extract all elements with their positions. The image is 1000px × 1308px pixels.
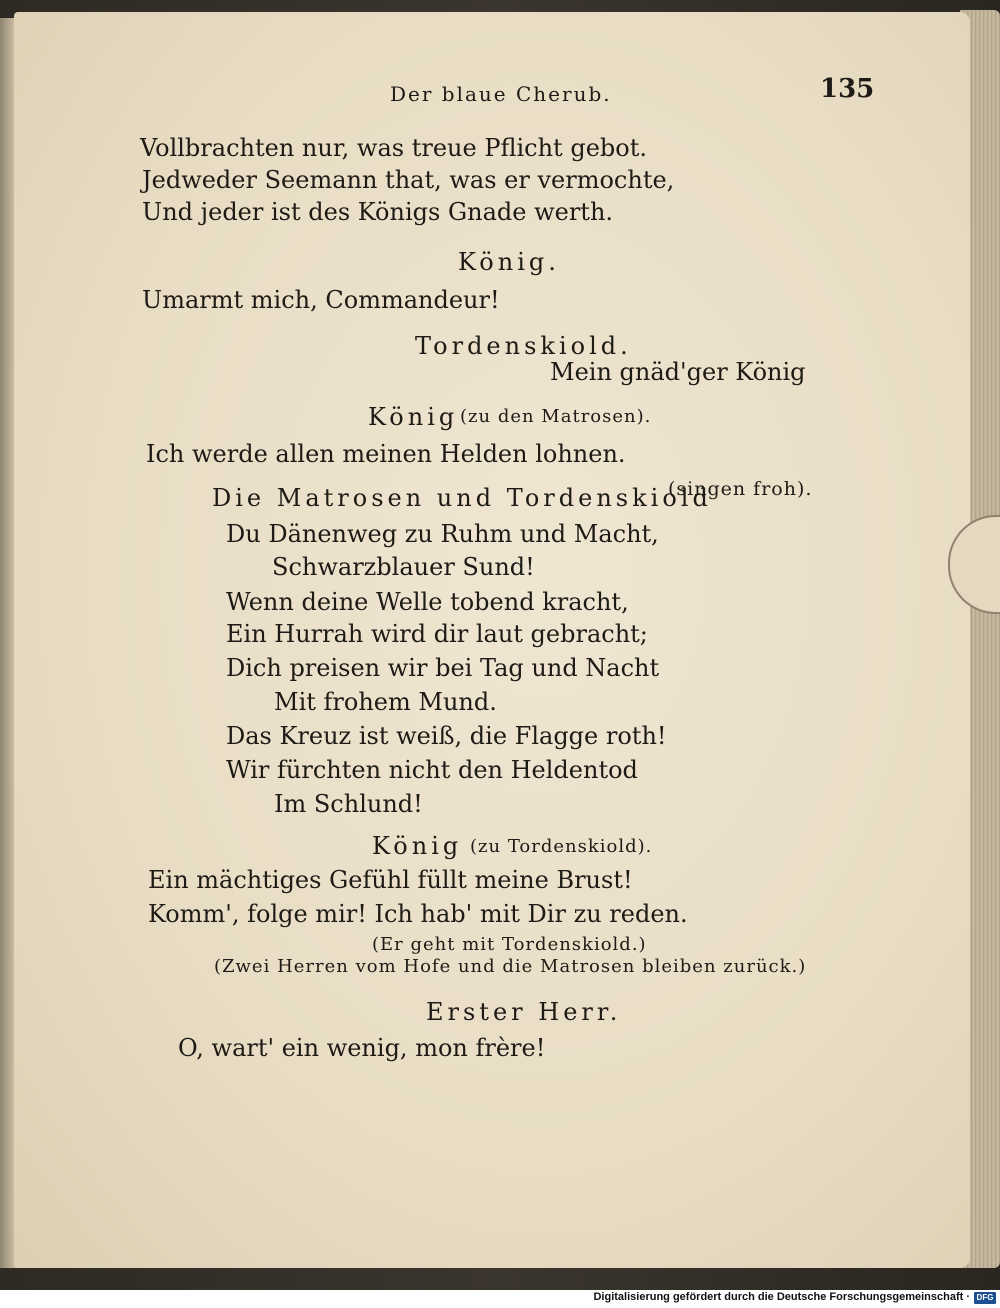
stage-direction: (Er geht mit Tordenskiold.) [372, 934, 647, 955]
song-line: Dich preisen wir bei Tag und Nacht [226, 654, 660, 682]
song-line: Du Dänenweg zu Ruhm und Macht, [226, 520, 659, 548]
stage-direction: (Zwei Herren vom Hofe und die Matrosen bleiben zurück.) [214, 956, 807, 977]
running-head: Der blaue Cherub. [390, 82, 612, 106]
verse-line: Mein gnäd'ger König [550, 358, 806, 386]
verse-line: Komm', folge mir! Ich hab' mit Dir zu reden. [148, 900, 688, 928]
verse-line: Und jeder ist des Königs Gnade werth. [142, 198, 614, 226]
digitization-credit: Digitalisierung gefördert durch die Deutsche Forschungsgemeinschaft · [593, 1291, 970, 1303]
speaker-name: Erster Herr. [426, 998, 622, 1026]
verse-line: Jedweder Seemann that, was er vermochte, [142, 166, 675, 194]
stage-direction: (zu den Matrosen). [460, 406, 652, 427]
verse-line: Vollbrachten nur, was treue Pflicht gebot. [140, 134, 647, 162]
stage-direction: (zu Tordenskiold). [470, 836, 653, 857]
stage-direction: (singen froh). [668, 478, 813, 500]
song-line: Ein Hurrah wird dir laut gebracht; [226, 620, 648, 648]
song-line: Mit frohem Mund. [274, 688, 497, 716]
speaker-name: König [368, 403, 459, 431]
page-number: 135 [820, 74, 875, 104]
song-line: Das Kreuz ist weiß, die Flagge roth! [226, 722, 667, 750]
speaker-name: König. [458, 248, 560, 276]
song-line: Schwarzblauer Sund! [272, 553, 535, 581]
speaker-name: Die Matrosen und Tordenskiold [212, 484, 712, 512]
verse-line: Umarmt mich, Commandeur! [142, 286, 500, 314]
speaker-name: Tordenskiold. [415, 332, 632, 360]
song-line: Wenn deine Welle tobend kracht, [226, 588, 629, 616]
speaker-name: König [372, 832, 463, 860]
song-line: Wir fürchten nicht den Heldentod [226, 756, 638, 784]
verse-line: Ein mächtiges Gefühl füllt meine Brust! [148, 866, 633, 894]
dfg-logo-icon: DFG [974, 1292, 996, 1304]
verse-line: Ich werde allen meinen Helden lohnen. [146, 440, 626, 468]
verse-line: O, wart' ein wenig, mon frère! [178, 1034, 546, 1062]
song-line: Im Schlund! [274, 790, 423, 818]
